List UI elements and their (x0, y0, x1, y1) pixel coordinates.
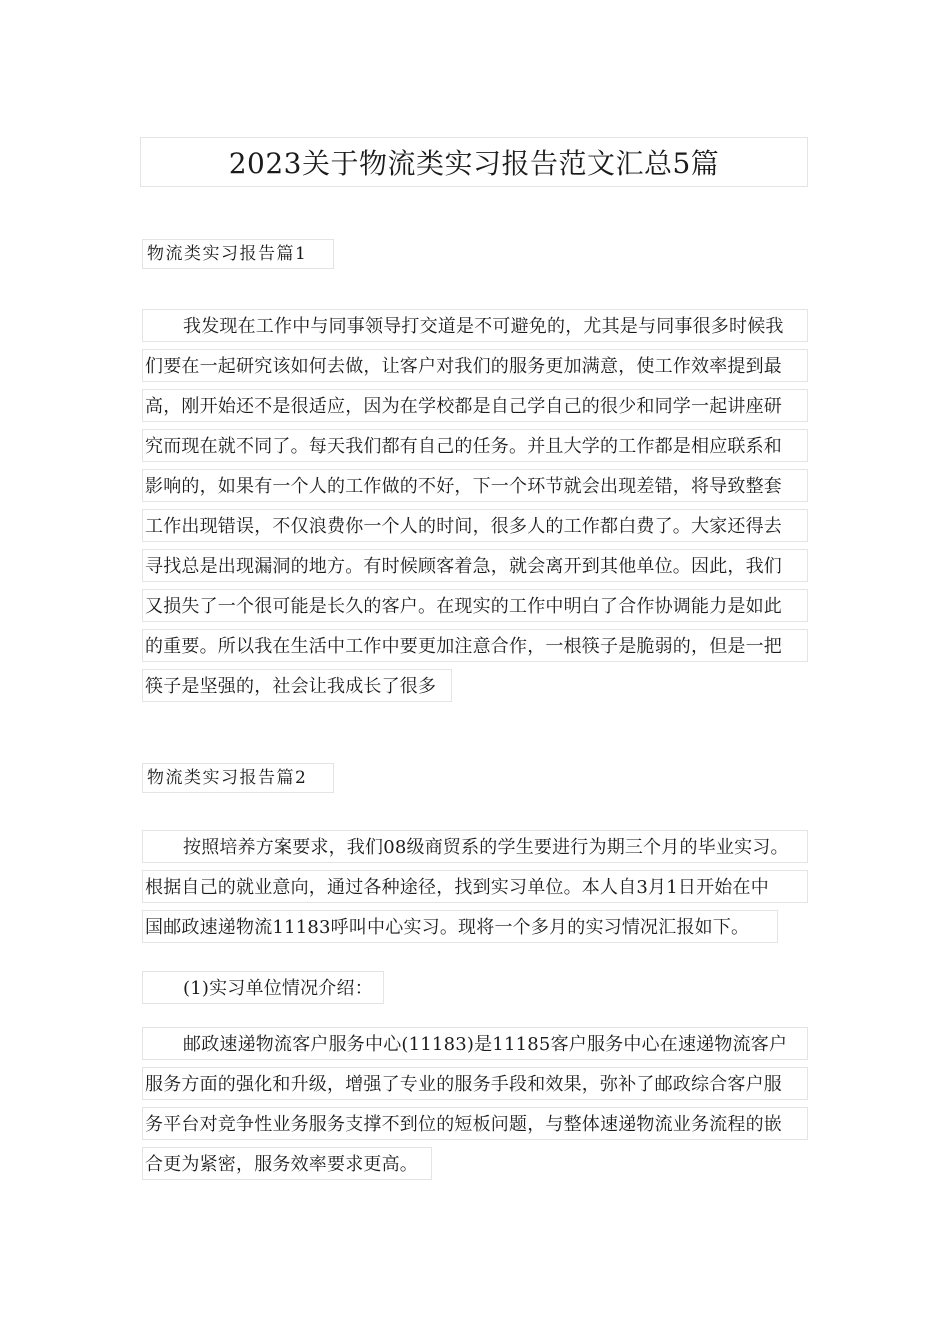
section-heading-2: 物流类实习报告篇2 (142, 763, 334, 793)
paragraph-line: 影响的，如果有一个人的工作做的不好，下一个环节就会出现差错，将导致整套 (142, 469, 808, 502)
paragraph-line: 寻找总是出现漏洞的地方。有时候顾客着急，就会离开到其他单位。因此，我们 (142, 549, 808, 582)
section-heading-1: 物流类实习报告篇1 (142, 239, 334, 269)
paragraph-line: (1)实习单位情况介绍： (142, 971, 384, 1004)
section-2-paragraph-2 (142, 971, 808, 1015)
paragraph-line: 务平台对竞争性业务服务支撑不到位的短板问题，与整体速递物流业务流程的嵌 (142, 1107, 808, 1140)
section-1-paragraph (142, 309, 808, 713)
paragraph-line: 们要在一起研究该如何去做，让客户对我们的服务更加满意，使工作效率提到最 (142, 349, 808, 382)
paragraph-line: 按照培养方案要求，我们08级商贸系的学生要进行为期三个月的毕业实习。 (142, 830, 808, 863)
paragraph-line: 又损失了一个很可能是长久的客户。在现实的工作中明白了合作协调能力是如此 (142, 589, 808, 622)
paragraph-line: 根据自己的就业意向，通过各种途径，找到实习单位。本人自3月1日开始在中 (142, 870, 808, 903)
paragraph-line: 服务方面的强化和升级，增强了专业的服务手段和效果，弥补了邮政综合客户服 (142, 1067, 808, 1100)
document-title: 2023关于物流类实习报告范文汇总5篇 (228, 147, 720, 180)
paragraph-line: 高，刚开始还不是很适应，因为在学校都是自己学自己的很少和同学一起讲座研 (142, 389, 808, 422)
paragraph-line: 我发现在工作中与同事领导打交道是不可避免的，尤其是与同事很多时候我 (142, 309, 808, 342)
paragraph-line: 筷子是坚强的，社会让我成长了很多 (142, 669, 452, 702)
paragraph-line: 邮政速递物流客户服务中心(11183)是11185客户服务中心在速递物流客户 (142, 1027, 808, 1060)
section-2-paragraph-3 (142, 1027, 808, 1191)
paragraph-line: 工作出现错误，不仅浪费你一个人的时间，很多人的工作都白费了。大家还得去 (142, 509, 808, 542)
section-2-paragraph-1 (142, 830, 808, 954)
paragraph-line: 的重要。所以我在生活中工作中要更加注意合作，一根筷子是脆弱的，但是一把 (142, 629, 808, 662)
paragraph-line: 合更为紧密，服务效率要求更高。 (142, 1147, 432, 1180)
paragraph-line: 国邮政速递物流11183呼叫中心实习。现将一个多月的实习情况汇报如下。 (142, 910, 778, 943)
document-title-box (140, 137, 808, 187)
paragraph-line: 究而现在就不同了。每天我们都有自己的任务。并且大学的工作都是相应联系和 (142, 429, 808, 462)
